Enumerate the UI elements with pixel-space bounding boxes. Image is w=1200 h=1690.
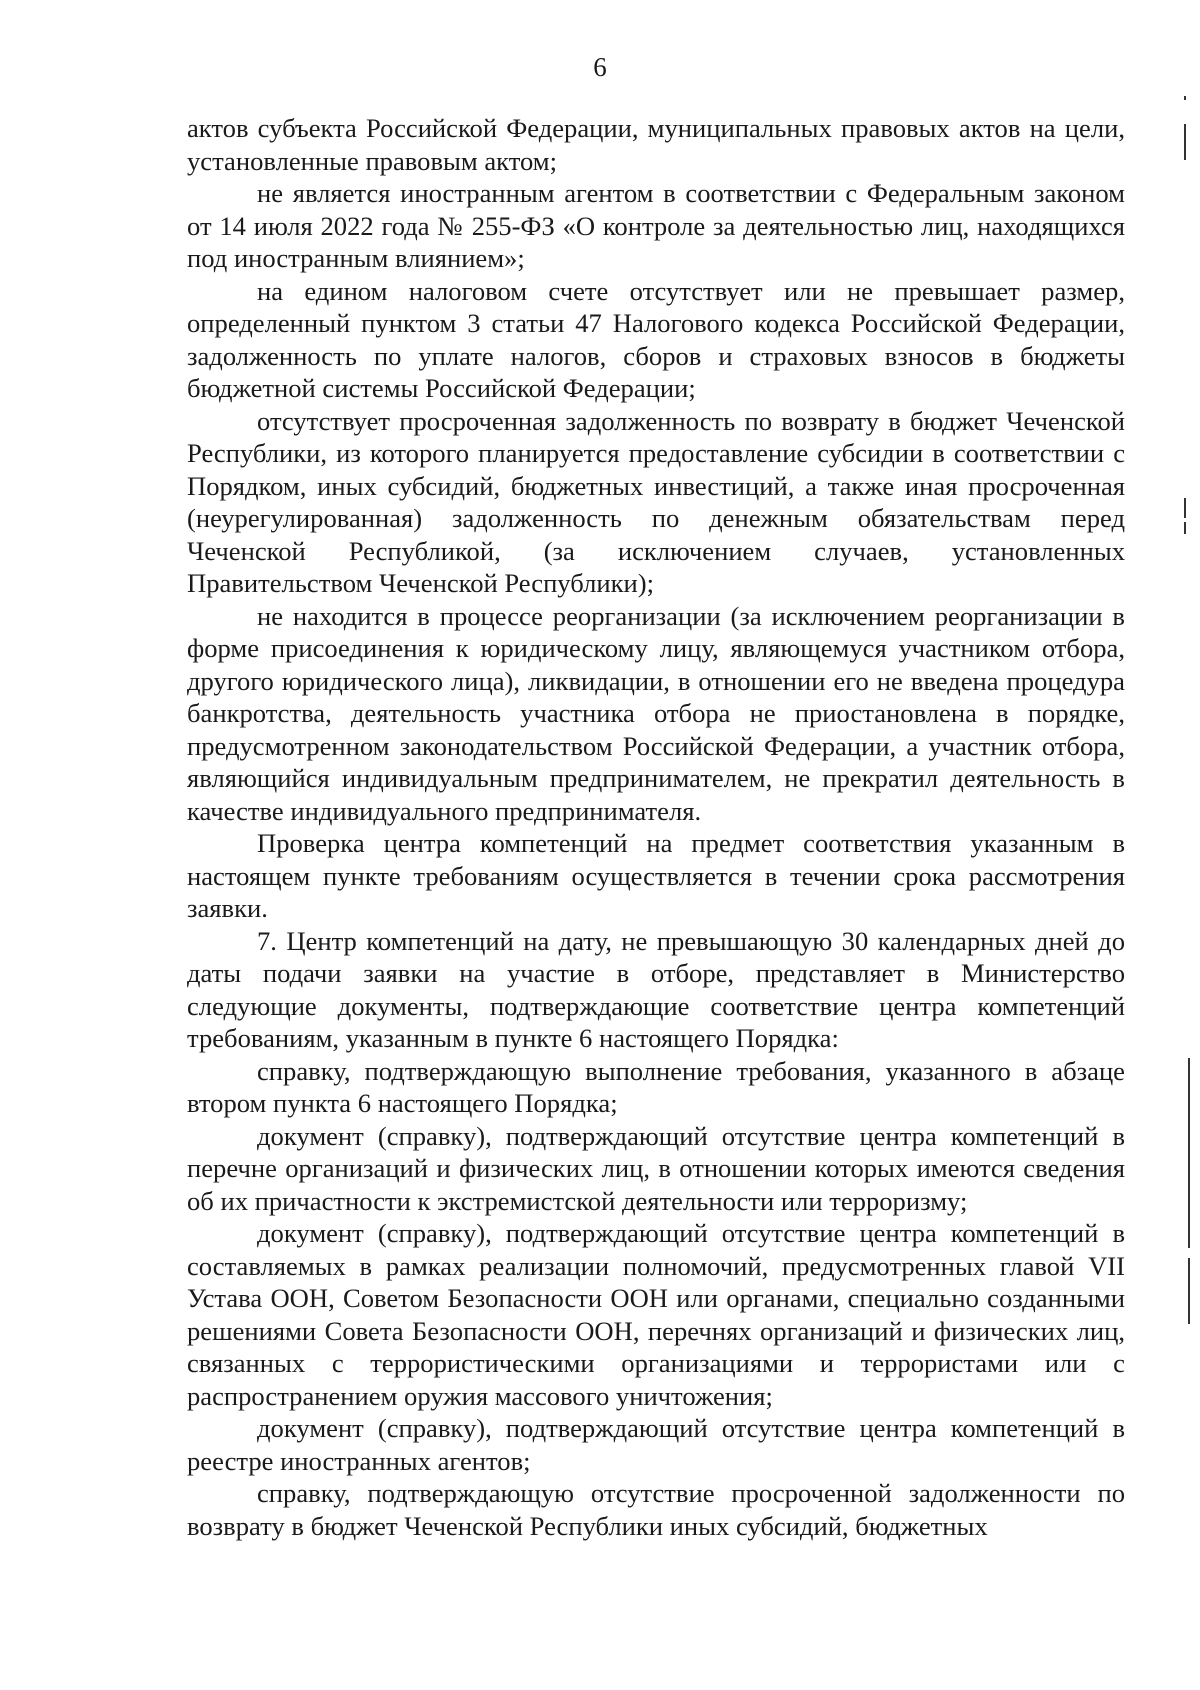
paragraph-6: Проверка центра компетенций на предмет соответствия указанным в настоящем пункте требованиям осуществляется в течении срока рассмотрения заявки. [187,828,1125,923]
paragraph-1: актов субъекта Российской Федерации, муниципальных правовых актов на цели, установленные правовым актом; [187,113,1125,176]
scan-mark [1184,498,1186,518]
scan-mark [1188,1058,1190,1248]
paragraph-7: 7. Центр компетенций на дату, не превышающую 30 календарных дней до даты подачи заявки на участие в отборе, представляет в Министерство следующие документы, подтверждающие соответствие центра компетенций требованиям, указанным в пункте 6 настоящего Порядка: [187,925,1125,1053]
scan-mark [1184,124,1186,160]
paragraph-12: справку, подтверждающую отсутствие просроченной задолженности по возврату в бюджет Чеченской Республики иных субсидий, бюджетных [187,1478,1125,1541]
paragraph-5: не находится в процессе реорганизации (за исключением реорганизации в форме присоединения к юридическому лицу, являющемуся участником отбора, другого юридического лица), ликвидации, в отношении его не введена процедура банкротства, деятельность участника отбора не приостановлена в порядке, предусмотренном законодательством Российской Федерации, а участник отбора, являющийся индивидуальным предпринимателем, не прекратил деятельность в качестве индивидуального предпринимателя. [187,600,1125,826]
paragraph-3: на едином налоговом счете отсутствует или не превышает размер, определенный пунктом 3 статьи 47 Налогового кодекса Российской Федерации, задолженность по уплате налогов, сборов и страховых взносов в бюджеты бюджетной системы Российской Федерации; [187,275,1125,403]
paragraph-8: справку, подтверждающую выполнение требования, указанного в абзаце втором пункта 6 настоящего Порядка; [187,1055,1125,1118]
scan-mark [1188,1258,1190,1324]
scan-mark [1184,96,1186,100]
paragraph-2: не является иностранным агентом в соответствии с Федеральным законом от 14 июля 2022 года № 255-ФЗ «О контроле за деятельностью лиц, находящихся под иностранным влиянием»; [187,178,1125,273]
paragraph-9: документ (справку), подтверждающий отсутствие центра компетенций в перечне организаций и физических лиц, в отношении которых имеются сведения об их причастности к экстремистской деятельности или терроризму; [187,1120,1125,1216]
paragraph-4: отсутствует просроченная задолженность по возврату в бюджет Чеченской Республики, из которого планируется предоставление субсидии в соответствии с Порядком, иных субсидий, бюджетных инвестиций, а также иная просроченная (неурегулированная) задолженность по денежным обязательствам перед Чеченской Республикой, (за исключением случаев, установленных Правительством Чеченской Республики); [187,405,1125,598]
paragraph-11: документ (справку), подтверждающий отсутствие центра компетенций в реестре иностранных агентов; [187,1413,1125,1476]
page-number: 6 [593,52,607,82]
paragraph-10: документ (справку), подтверждающий отсутствие центра компетенций в составляемых в рамках реализации полномочий, предусмотренных главой VII Устава ООН, Советом Безопасности ООН или органами, специально созданными решениями Совета Безопасности ООН, перечнях организаций и физических лиц, связанных с террористическими организациями и террористами или с распространением оружия массового уничтожения; [187,1218,1125,1411]
scan-mark [1184,522,1186,534]
document-body [187,112,1125,1542]
